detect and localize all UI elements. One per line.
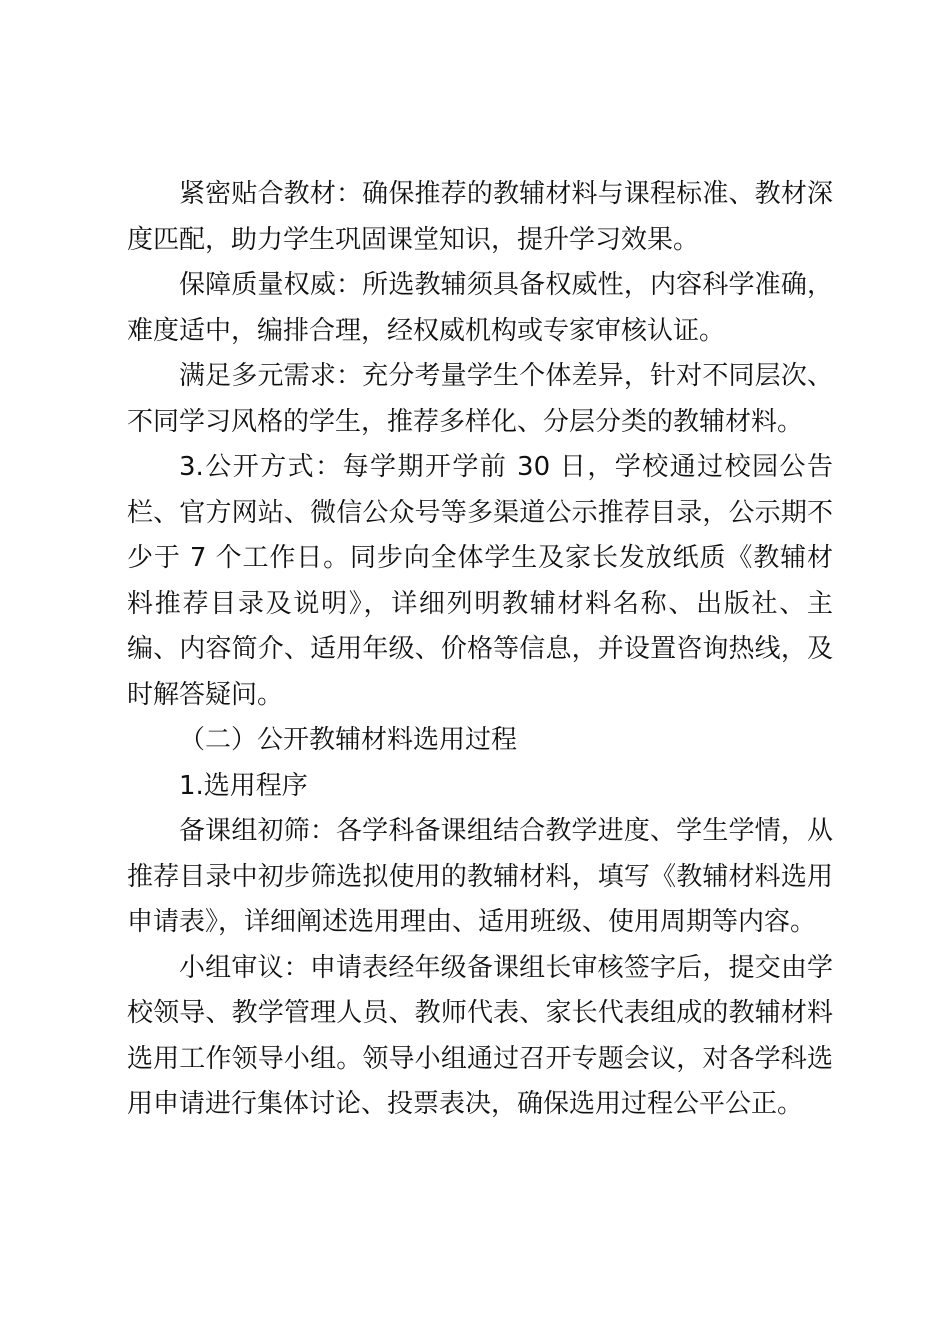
paragraph-quality-authority: 保障质量权威：所选教辅须具备权威性，内容科学准确，难度适中，编排合理，经权威机构或专家审核认证。 bbox=[127, 270, 833, 346]
paragraph-diverse-needs: 满足多元需求：充分考量学生个体差异，针对不同层次、不同学习风格的学生，推荐多样化、分层分类的教辅材料。 bbox=[127, 361, 833, 437]
section-heading-selection-process: （二）公开教辅材料选用过程 bbox=[179, 725, 518, 755]
document-body bbox=[127, 172, 833, 1128]
paragraph-group-review: 小组审议：申请表经年级备课组长审核签字后，提交由学校领导、教学管理人员、教师代表、家长代表组成的教辅材料选用工作领导小组。领导小组通过召开专题会议，对各学科选用申请进行集体讨论、投票表决，确保选用过程公平公正。 bbox=[127, 952, 833, 1119]
paragraph-textbook-alignment: 紧密贴合教材：确保推荐的教辅材料与课程标准、教材深度匹配，助力学生巩固课堂知识，提升学习效果。 bbox=[127, 179, 833, 255]
paragraph-disclosure-method: 3.公开方式：每学期开学前 30 日，学校通过校园公告栏、官方网站、微信公众号等多渠道公示推荐目录，公示期不少于 7 个工作日。同步向全体学生及家长发放纸质《教辅材料推荐目录及说明》，详细列明教辅材料名称、出版社、主编、内容简介、适用年级、价格等信息，并设置咨询热线，及时解答疑问。 bbox=[127, 452, 833, 710]
paragraph-preliminary-screening: 备课组初筛：各学科备课组结合教学进度、学生学情，从推荐目录中初步筛选拟使用的教辅材料，填写《教辅材料选用申请表》，详细阐述选用理由、适用班级、使用周期等内容。 bbox=[127, 816, 833, 937]
subheading-selection-procedure: 1.选用程序 bbox=[179, 770, 308, 801]
